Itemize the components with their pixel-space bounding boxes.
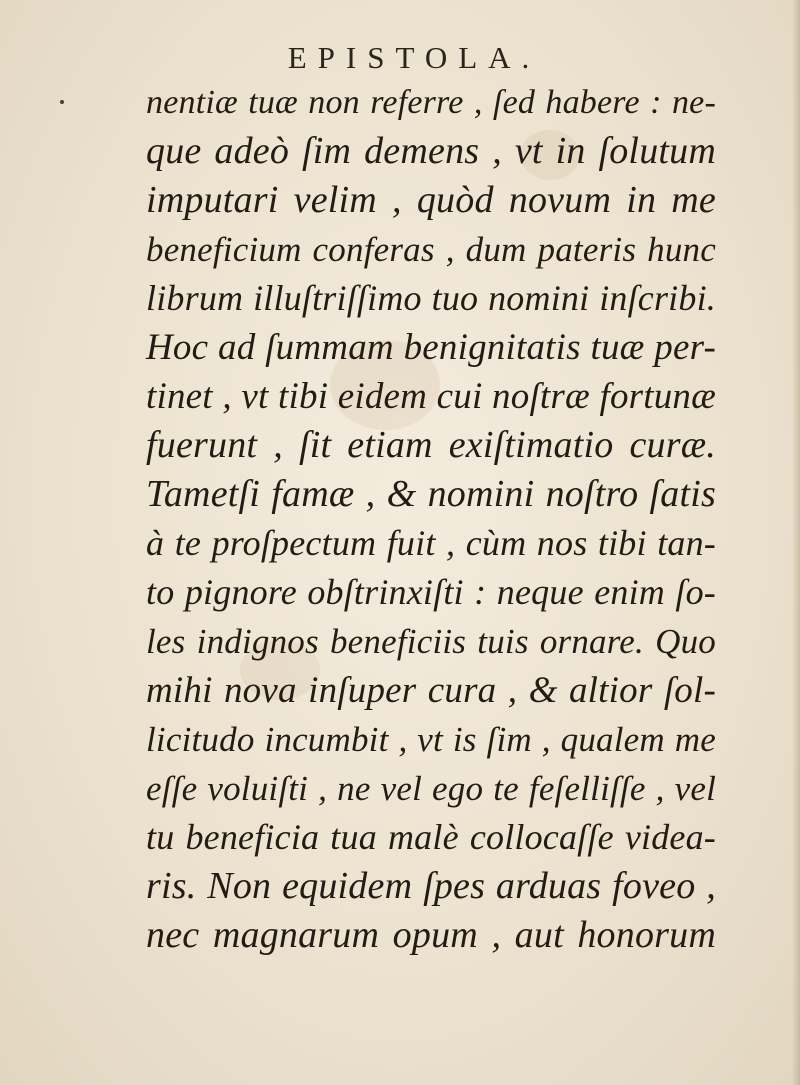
running-header: EPISTOLA. <box>287 40 541 75</box>
text-line: nentiæ tuæ non referre , ſed habere : ne- <box>146 84 716 121</box>
text-line: Hoc ad ſummam benignitatis tuæ per- <box>146 327 716 368</box>
text-line: to pignore obſtrinxiſti : neque enim ſo- <box>146 572 716 612</box>
text-line: à te proſpectum fuit , cùm nos tibi tan- <box>146 523 716 563</box>
text-line: tu beneficia tua malè collocaſſe videa- <box>146 817 716 857</box>
text-line: beneficium conferas , dum pateris hunc <box>146 230 716 269</box>
text-line: les indignos beneficiis tuis ornare. Quo <box>146 622 716 661</box>
text-line: tinet , vt tibi eidem cui noſtræ fortunæ <box>146 376 716 417</box>
text-line: mihi nova inſuper cura , & altior ſol- <box>146 670 716 711</box>
text-line: nec magnarum opum , aut honorum <box>146 914 716 956</box>
text-line: fuerunt , ſit etiam exiſtimatio curæ. <box>146 424 716 466</box>
margin-dot <box>60 100 64 104</box>
body-text <box>146 78 716 960</box>
page-edge-shadow <box>792 0 800 1085</box>
text-line: Tametſi famæ , & nomini noſtro ſatis <box>146 473 716 515</box>
text-line: imputari velim , quòd novum in me <box>146 179 716 221</box>
text-line: eſſe voluiſti , ne vel ego te feſelliſſe , vel <box>146 769 716 808</box>
text-line: que adeò ſim demens , vt in ſolutum <box>146 130 716 172</box>
text-line: librum illuſtriſſimo tuo nomini inſcribi. <box>146 278 716 318</box>
text-line: licitudo incumbit , vt is ſim , qualem me <box>146 720 716 759</box>
text-line: ris. Non equidem ſpes arduas foveo , <box>146 865 716 907</box>
